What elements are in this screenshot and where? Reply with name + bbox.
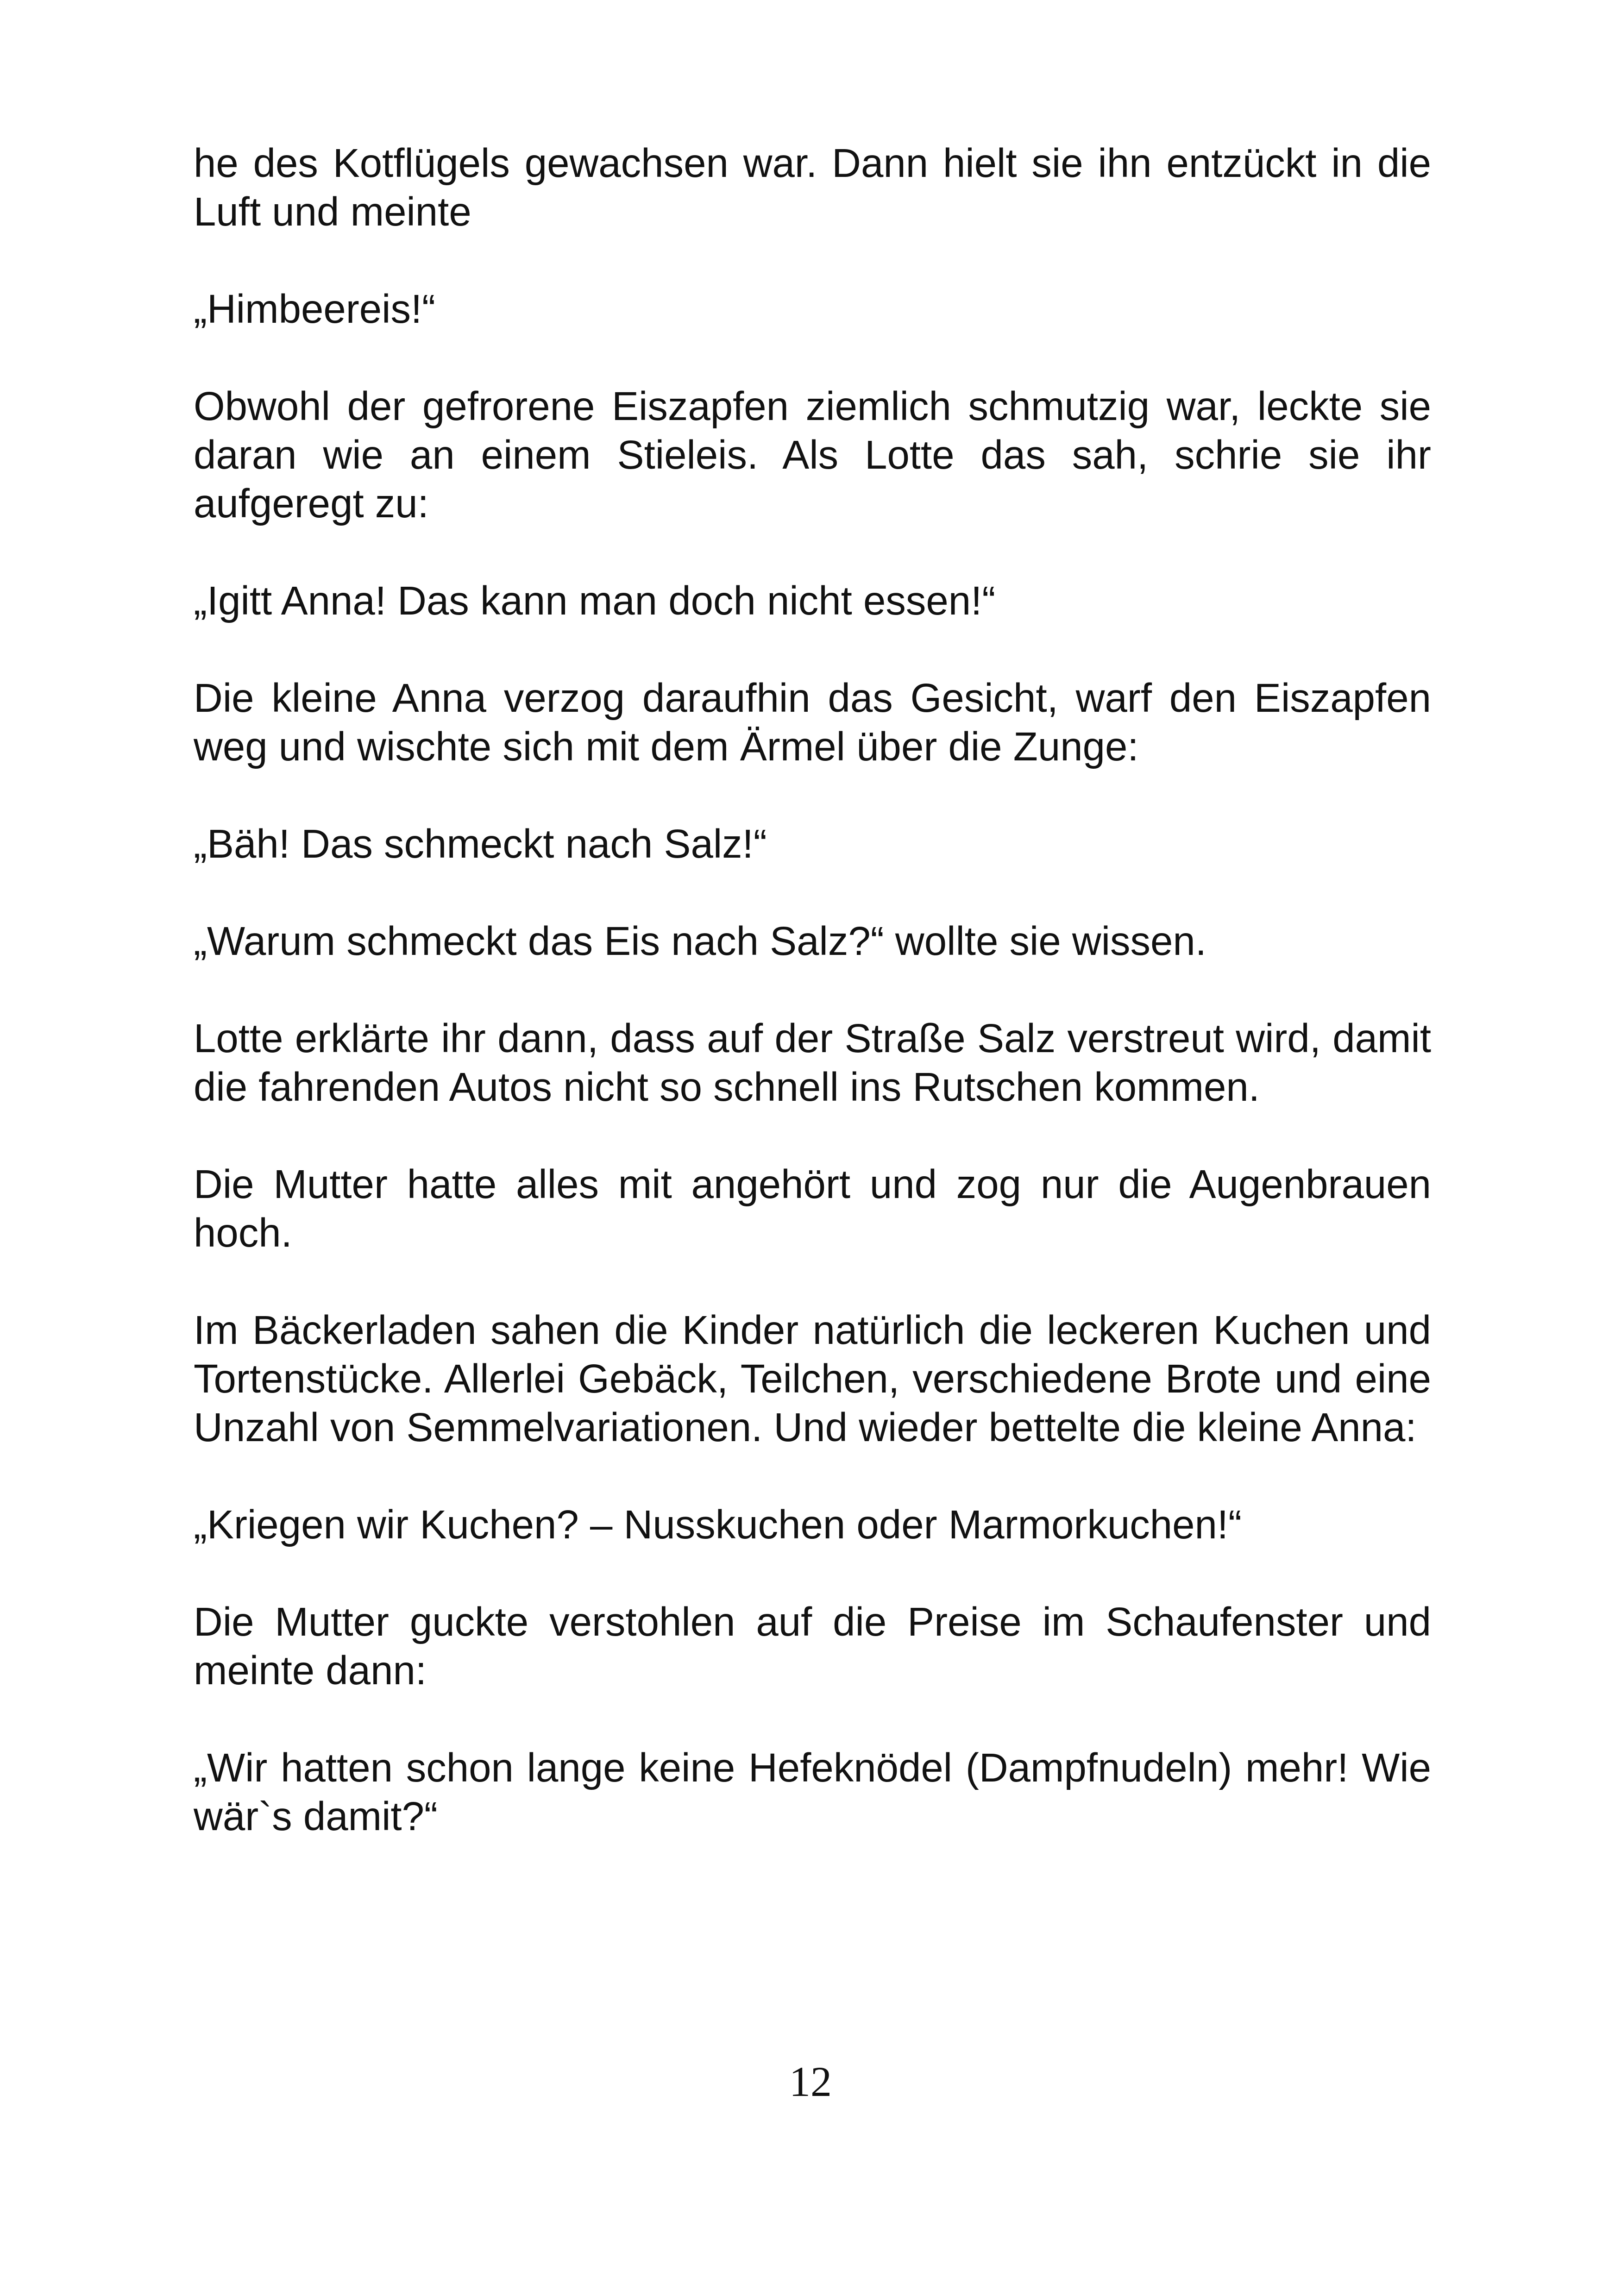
paragraph-10: Im Bäckerladen sahen die Kinder natürlich die leckeren Kuchen und Tortenstücke. Allerlei Gebäck, Teilchen, verschiedene Brote und eine Unzahl von Semmelvariationen. Und wieder bettelte die kleine Anna:: [194, 1308, 1431, 1450]
paragraph-13: „Wir hatten schon lange keine Hefeknödel (Dampfnudeln) mehr! Wie wär`s damit?“: [194, 1745, 1431, 1839]
paragraph-1: he des Kotflügels gewachsen war. Dann hielt sie ihn entzückt in die Luft und meinte: [194, 141, 1431, 234]
paragraph-8: Lotte erklärte ihr dann, dass auf der Straße Salz verstreut wird, damit die fahrenden Autos nicht so schnell ins Rutschen kommen.: [194, 1016, 1431, 1110]
body-text: [194, 139, 1431, 1889]
paragraph-5: Die kleine Anna verzog daraufhin das Gesicht, warf den Eiszapfen weg und wischte sich mit dem Ärmel über die Zunge:: [194, 676, 1431, 769]
paragraph-7: „Warum schmeckt das Eis nach Salz?“ wollte sie wissen.: [194, 919, 1206, 964]
paragraph-11: „Kriegen wir Kuchen? – Nusskuchen oder Marmorkuchen!“: [194, 1502, 1242, 1547]
paragraph-9: Die Mutter hatte alles mit angehört und zog nur die Augenbrauen hoch.: [194, 1162, 1431, 1255]
paragraph-6: „Bäh! Das schmeckt nach Salz!“: [194, 822, 767, 866]
page-number: 12: [789, 2058, 832, 2105]
paragraph-3: Obwohl der gefrorene Eiszapfen ziemlich schmutzig war, leckte sie daran wie an einem Stieleis. Als Lotte das sah, schrie sie ihr aufgeregt zu:: [194, 384, 1431, 526]
paragraph-2: „Himbeereis!“: [194, 287, 436, 332]
paragraph-4: „Igitt Anna! Das kann man doch nicht essen!“: [194, 578, 996, 623]
paragraph-12: Die Mutter guckte verstohlen auf die Preise im Schaufenster und meinte dann:: [194, 1600, 1431, 1693]
